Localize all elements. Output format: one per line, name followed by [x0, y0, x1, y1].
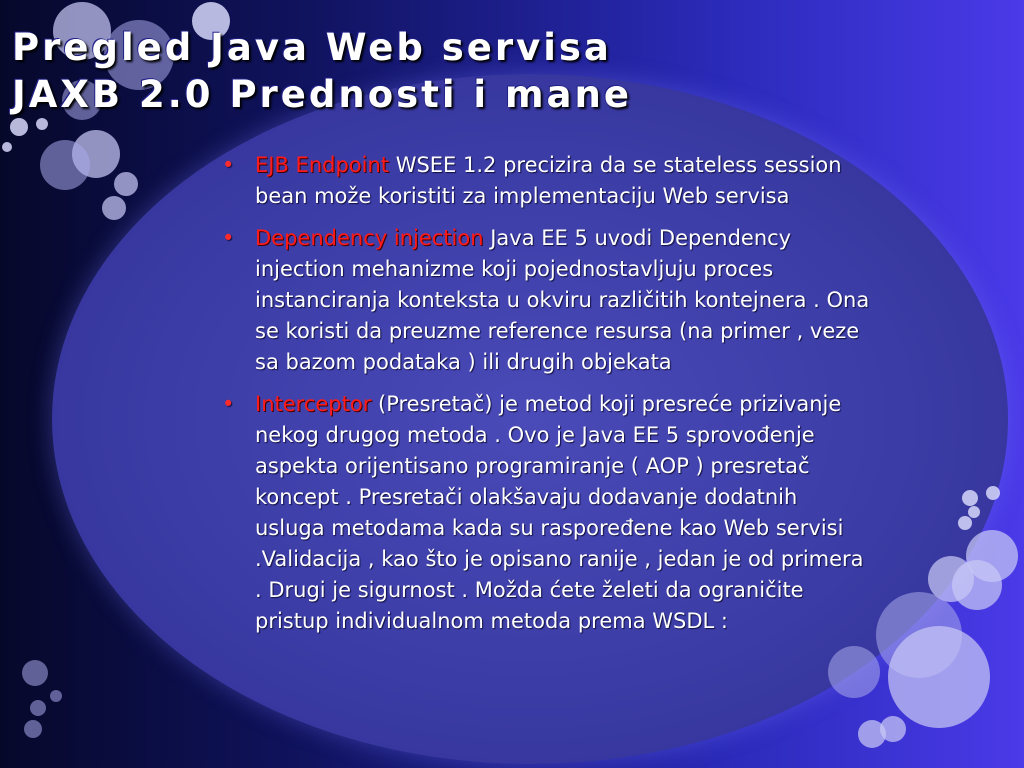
decor-bubble [952, 560, 1002, 610]
bullet-text: (Presretač) je metod koji presreće prizivanje nekog drugog metoda . Ovo je Java EE 5 sprovođenje aspekta orijentisano programiranje ( AOP ) presretač koncept . Presretači olakšavaju dodavanje dodatnih usluga metodama kada su raspoređene kao Web servisi .Validacija , kao što je opisano ranije , jedan je od primera . Drugi je sigurnost . Možda ćete želeti da ograničite pristup individualnom metoda prema WSDL : [255, 392, 864, 633]
decor-bubble [880, 716, 906, 742]
decor-bubble [2, 142, 12, 152]
slide-title [12, 24, 632, 118]
decor-bubble [50, 690, 62, 702]
decor-bubble [986, 486, 1000, 500]
slide-title-line-1: Pregled Java Web servisa [12, 26, 612, 69]
bullet-icon: • [222, 226, 235, 250]
decor-bubble [828, 646, 880, 698]
bullet-term: Interceptor [255, 392, 372, 416]
decor-bubble [24, 720, 42, 738]
bullet-icon: • [222, 153, 235, 177]
decor-bubble [968, 506, 980, 518]
bullet-item-ejb-endpoint [222, 150, 872, 212]
bullet-text: Java EE 5 uvodi Dependency injection mehanizme koji pojednostavljuju proces instanciranja konteksta u okviru različitih kontejnera . Ona se koristi da preuzme reference resursa (na primer , veze sa bazom podataka ) ili drugih objekata [255, 226, 870, 374]
bullet-item-interceptor [222, 389, 872, 637]
decor-bubble [40, 140, 90, 190]
bullet-text: WSEE 1.2 precizira da se stateless session bean može koristiti za implementaciju Web servisa [255, 153, 842, 208]
bullet-icon: • [222, 392, 235, 416]
decor-bubble [958, 516, 972, 530]
bullet-term: EJB Endpoint [255, 153, 390, 177]
bullet-item-dependency-injection [222, 223, 872, 378]
decor-bubble [36, 118, 48, 130]
decor-bubble [962, 490, 978, 506]
decor-bubble [888, 626, 990, 728]
decor-bubble [22, 660, 48, 686]
decor-bubble [10, 118, 28, 136]
decor-bubble [114, 172, 138, 196]
decor-bubble [102, 196, 126, 220]
bullet-list [222, 150, 872, 648]
slide-title-line-2: JAXB 2.0 Prednosti i mane [12, 73, 632, 116]
decor-bubble [30, 700, 46, 716]
bullet-term: Dependency injection [255, 226, 484, 250]
